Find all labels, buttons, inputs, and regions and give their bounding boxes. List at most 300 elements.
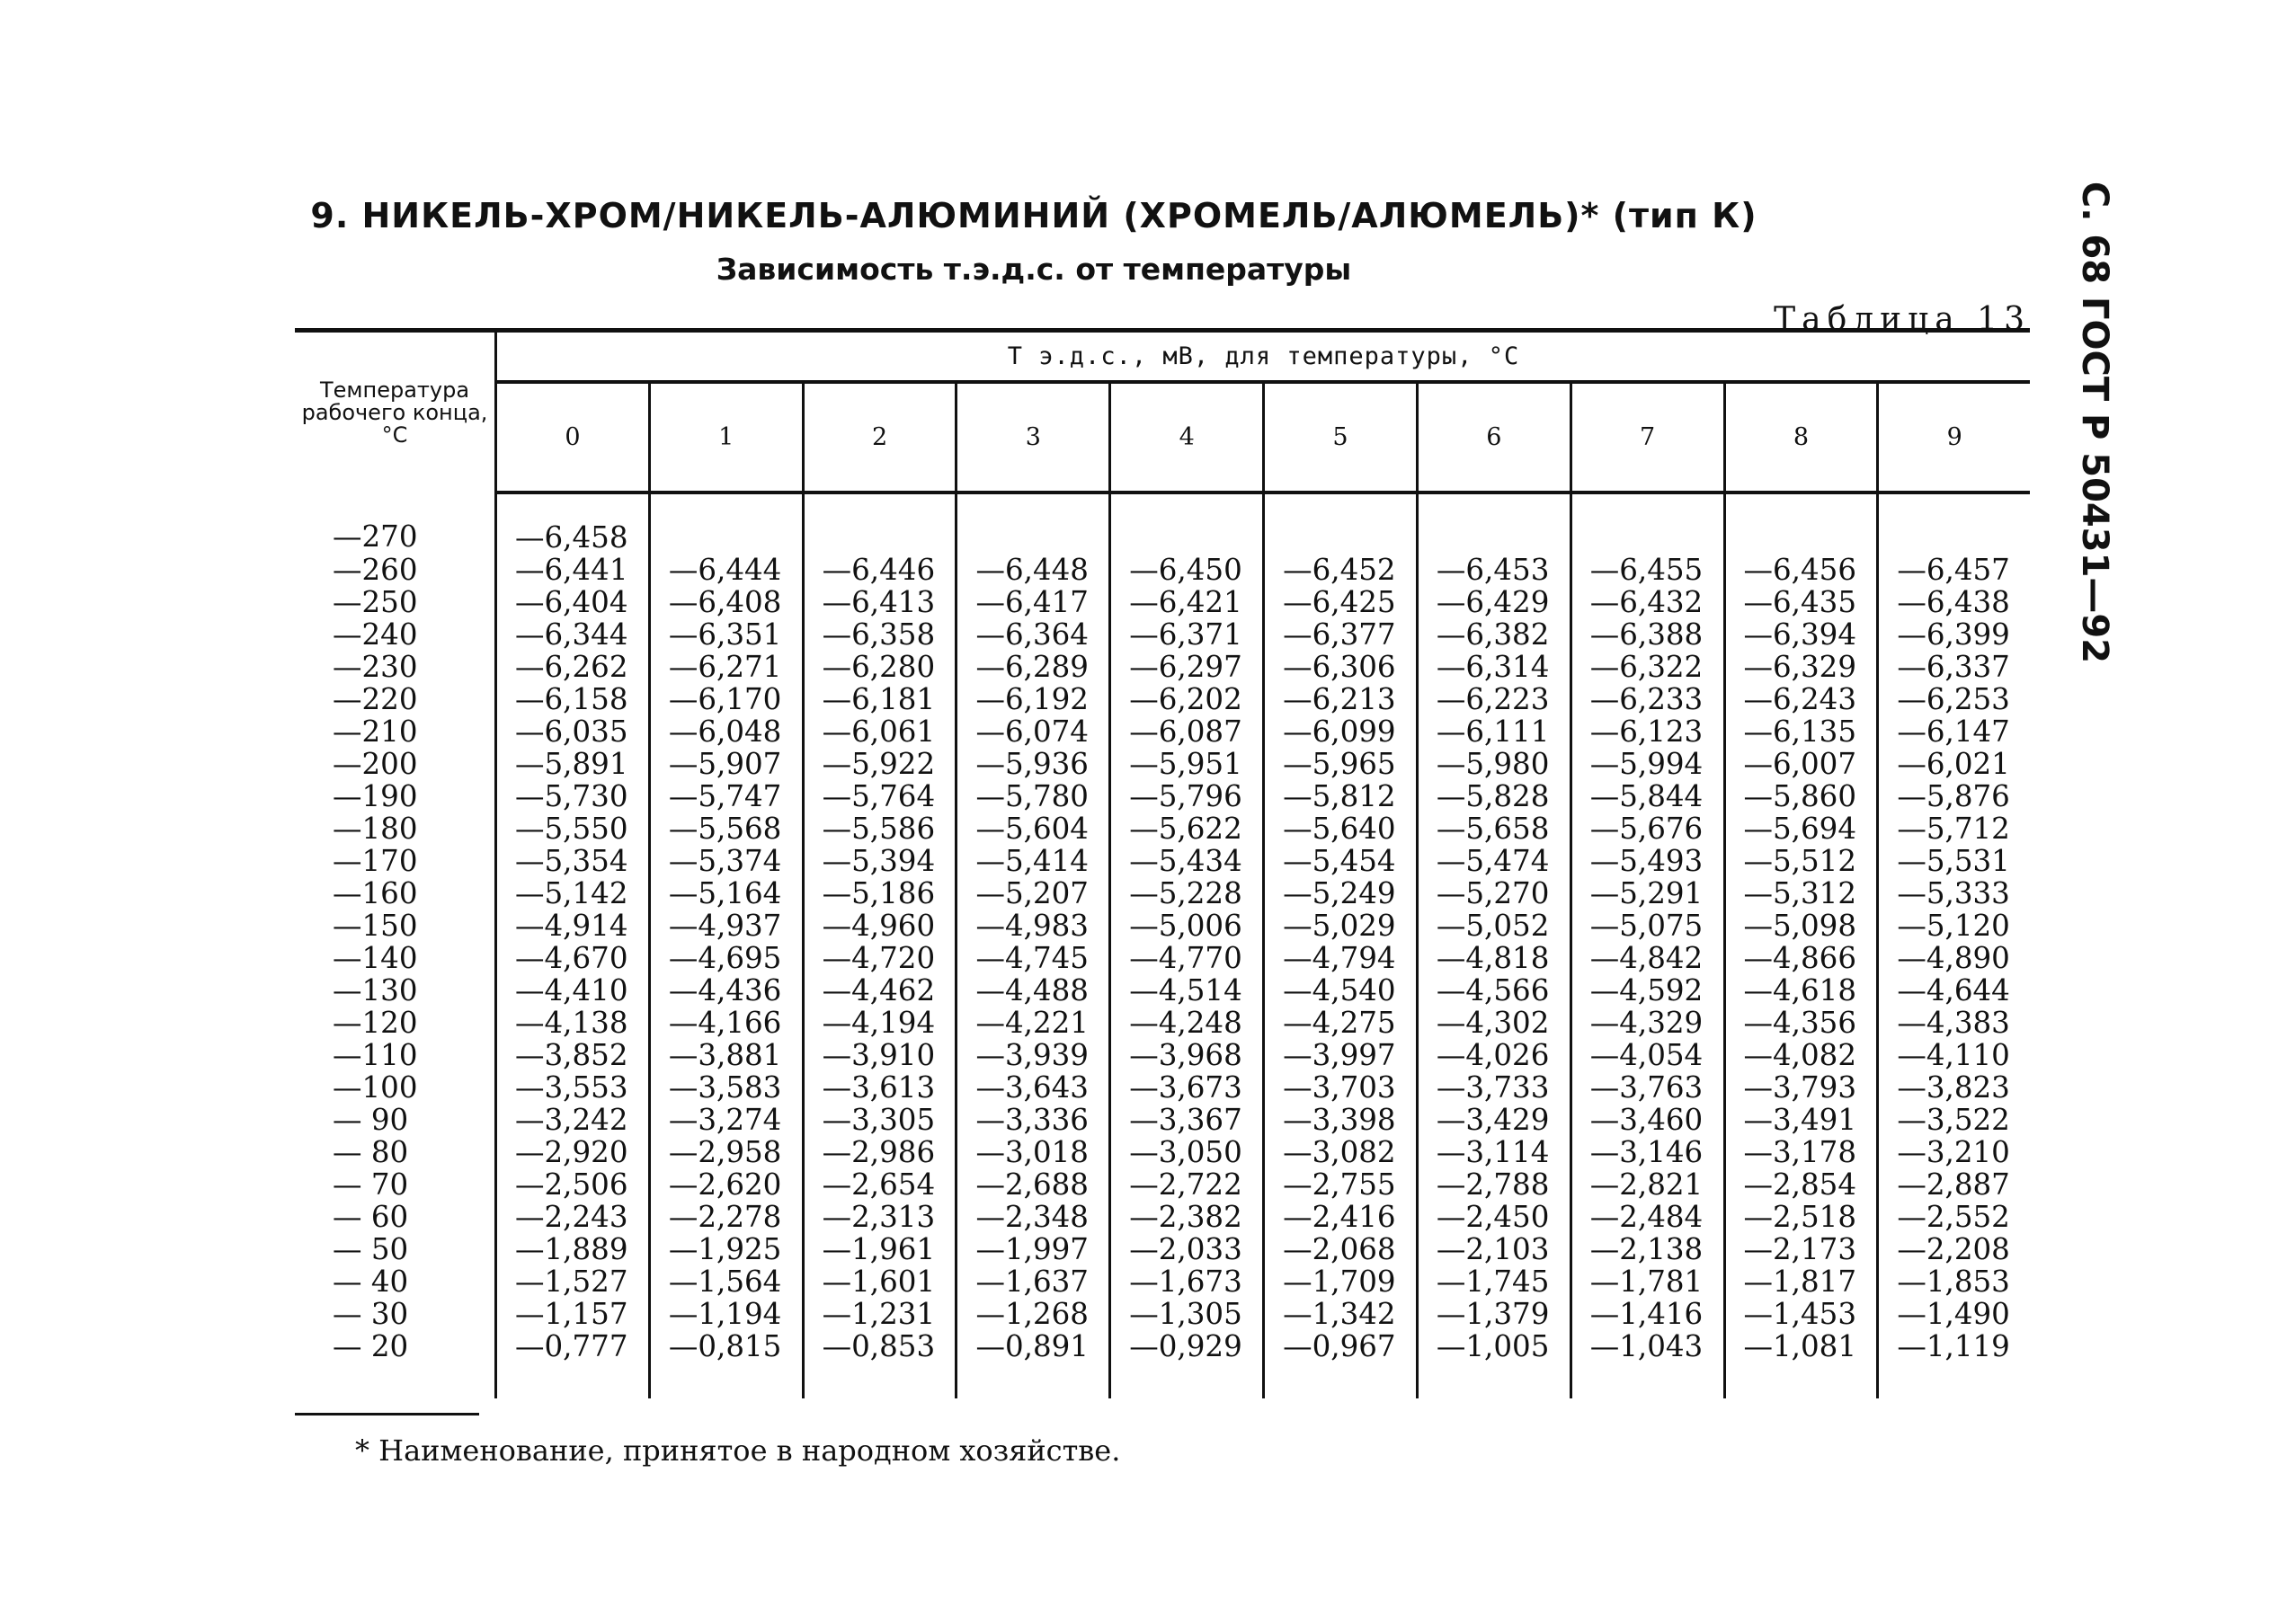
emf-value-cell: —6,429: [1417, 586, 1571, 618]
emf-value-cell: —3,491: [1724, 1104, 1878, 1136]
emf-value-cell: —4,745: [957, 942, 1110, 974]
table-row: [295, 1298, 2030, 1330]
emf-value-cell: —1,817: [1724, 1265, 1878, 1298]
temperature-cell: — 90: [295, 1104, 496, 1136]
emf-value-cell: —4,436: [649, 974, 803, 1007]
emf-value-cell: —2,986: [803, 1136, 957, 1168]
emf-value-cell: —4,983: [957, 910, 1110, 942]
emf-value-cell: —4,670: [515, 941, 628, 975]
emf-value-cell: —3,522: [1878, 1104, 2030, 1136]
emf-value-cell: —3,673: [1110, 1071, 1264, 1104]
emf-value-cell: —5,965: [1264, 748, 1418, 780]
emf-value-cell: —2,722: [1110, 1168, 1264, 1201]
temperature-cell: — 20: [295, 1330, 496, 1398]
emf-value-cell: [1417, 493, 1571, 554]
emf-value-cell: —6,061: [803, 715, 957, 748]
emf-value-cell: —5,568: [649, 812, 803, 845]
emf-value-cell: —4,248: [1110, 1007, 1264, 1039]
emf-value-cell: —3,910: [803, 1039, 957, 1071]
emf-value-cell: —6,314: [1417, 651, 1571, 683]
emf-value-cell: —5,764: [803, 780, 957, 812]
emf-value-cell: —5,860: [1724, 780, 1878, 812]
emf-value-cell: —3,305: [803, 1104, 957, 1136]
emf-value-cell: —3,018: [957, 1136, 1110, 1168]
emf-value-cell: —2,484: [1571, 1201, 1724, 1233]
emf-value-cell: —2,854: [1724, 1168, 1878, 1201]
emf-value-cell: —5,712: [1878, 812, 2030, 845]
table-row: [295, 651, 2030, 683]
emf-value-cell: —5,333: [1878, 877, 2030, 910]
emf-value-cell: —5,812: [1264, 780, 1418, 812]
emf-value-cell: —4,462: [803, 974, 957, 1007]
emf-value-cell: [1724, 493, 1878, 554]
table-row: [295, 618, 2030, 651]
emf-value-cell: —6,351: [649, 618, 803, 651]
table-row: [295, 1071, 2030, 1104]
emf-value-cell: [1264, 493, 1418, 554]
emf-value-cell: —4,842: [1571, 942, 1724, 974]
emf-value-cell: —6,087: [1110, 715, 1264, 748]
emf-value-cell: —2,033: [1110, 1233, 1264, 1265]
emf-value-cell: —2,518: [1724, 1201, 1878, 1233]
emf-value-cell: [1110, 493, 1264, 554]
table-row: [295, 554, 2030, 586]
table-row: [295, 1265, 2030, 1298]
emf-value-cell: —4,960: [803, 910, 957, 942]
emf-value-cell: [803, 493, 957, 554]
emf-value-cell: —5,730: [515, 779, 628, 813]
emf-value-cell: —1,745: [1417, 1265, 1571, 1298]
temperature-cell: —220: [295, 683, 496, 715]
table-row: [295, 1104, 2030, 1136]
temperature-cell: — 30: [295, 1298, 496, 1330]
emf-value-cell: —3,733: [1417, 1071, 1571, 1104]
emf-value-cell: —6,297: [1110, 651, 1264, 683]
emf-value-cell: —1,637: [957, 1265, 1110, 1298]
emf-value-cell: —1,673: [1110, 1265, 1264, 1298]
emf-value-cell: —6,455: [1571, 554, 1724, 586]
emf-value-cell: —2,313: [803, 1201, 957, 1233]
emf-value-cell: —6,170: [649, 683, 803, 715]
emf-value-cell: —5,876: [1878, 780, 2030, 812]
emf-value-cell: —3,613: [803, 1071, 957, 1104]
table-row: [295, 1233, 2030, 1265]
emf-value-cell: —6,147: [1878, 715, 2030, 748]
emf-value-cell: —6,202: [1110, 683, 1264, 715]
emf-value-cell: —3,146: [1571, 1136, 1724, 1168]
emf-value-cell: —5,270: [1417, 877, 1571, 910]
table-label: Таблица 13: [1774, 301, 2031, 338]
emf-value-cell: —6,450: [1110, 554, 1264, 586]
emf-value-cell: —3,210: [1878, 1136, 2030, 1168]
emf-value-cell: [1878, 493, 2030, 554]
emf-value-cell: —6,233: [1571, 683, 1724, 715]
emf-value-cell: —6,111: [1417, 715, 1571, 748]
emf-value-cell: —1,119: [1878, 1330, 2030, 1398]
page-subtitle: Зависимость т.э.д.с. от температуры: [716, 252, 1352, 287]
temperature-cell: —110: [295, 1039, 496, 1071]
temperature-cell: —240: [295, 618, 496, 651]
emf-value-cell: —2,958: [649, 1136, 803, 1168]
emf-value-cell: —2,208: [1878, 1233, 2030, 1265]
digit-header-4: 4: [1110, 382, 1264, 493]
emf-value-cell: —2,278: [649, 1201, 803, 1233]
digit-header-6: 6: [1417, 382, 1571, 493]
table-row: [295, 845, 2030, 877]
emf-value-cell: —3,881: [649, 1039, 803, 1071]
emf-value-cell: —3,242: [515, 1103, 628, 1137]
emf-value-cell: —1,925: [649, 1233, 803, 1265]
emf-value-cell: —5,142: [515, 876, 628, 910]
emf-value-cell: —4,110: [1878, 1039, 2030, 1071]
emf-value-cell: —6,404: [515, 585, 628, 619]
temperature-cell: — 60: [295, 1201, 496, 1233]
emf-value-cell: —3,178: [1724, 1136, 1878, 1168]
emf-value-cell: —4,695: [649, 942, 803, 974]
temperature-cell: —120: [295, 1007, 496, 1039]
emf-value-cell: —1,194: [649, 1298, 803, 1330]
emf-value-cell: —6,371: [1110, 618, 1264, 651]
emf-value-cell: —5,312: [1724, 877, 1878, 910]
table-row: [295, 1201, 2030, 1233]
table-row: [295, 812, 2030, 845]
emf-value-cell: —5,120: [1878, 910, 2030, 942]
emf-value-cell: —2,068: [1264, 1233, 1418, 1265]
emf-value-cell: —5,228: [1110, 877, 1264, 910]
emf-value-cell: —6,382: [1417, 618, 1571, 651]
emf-value-cell: —3,429: [1417, 1104, 1571, 1136]
thermocouple-emf-table: [295, 328, 2030, 1398]
emf-value-cell: —4,914: [515, 909, 628, 943]
digit-header-5: 5: [1264, 382, 1418, 493]
emf-value-cell: —4,618: [1724, 974, 1878, 1007]
table-body: [295, 493, 2030, 1398]
emf-value-cell: —2,173: [1724, 1233, 1878, 1265]
emf-value-cell: —4,383: [1878, 1007, 2030, 1039]
emf-value-cell: —1,709: [1264, 1265, 1418, 1298]
emf-value-cell: —2,920: [515, 1135, 628, 1169]
emf-value-cell: —4,937: [649, 910, 803, 942]
side-running-header: [2059, 181, 2131, 664]
temperature-cell: —140: [295, 942, 496, 974]
emf-value-cell: —3,852: [515, 1038, 628, 1072]
emf-value-cell: —6,448: [957, 554, 1110, 586]
emf-value-cell: —3,274: [649, 1104, 803, 1136]
emf-value-cell: —5,454: [1264, 845, 1418, 877]
emf-value-cell: —5,622: [1110, 812, 1264, 845]
emf-value-cell: —5,907: [649, 748, 803, 780]
temperature-cell: — 40: [295, 1265, 496, 1298]
table-row: [295, 715, 2030, 748]
emf-value-cell: —2,348: [957, 1201, 1110, 1233]
emf-value-cell: —5,075: [1571, 910, 1724, 942]
emf-value-cell: —5,994: [1571, 748, 1724, 780]
emf-value-cell: —3,997: [1264, 1039, 1418, 1071]
emf-value-cell: —6,021: [1878, 748, 2030, 780]
emf-value-cell: —6,453: [1417, 554, 1571, 586]
table-row: [295, 1039, 2030, 1071]
emf-value-cell: —5,980: [1417, 748, 1571, 780]
emf-value-cell: —4,166: [649, 1007, 803, 1039]
emf-value-cell: —4,566: [1417, 974, 1571, 1007]
emf-value-cell: —3,460: [1571, 1104, 1724, 1136]
emf-value-cell: —4,540: [1264, 974, 1418, 1007]
emf-value-cell: —1,527: [515, 1265, 628, 1299]
emf-value-cell: —2,450: [1417, 1201, 1571, 1233]
emf-value-cell: —6,306: [1264, 651, 1418, 683]
emf-value-cell: —5,474: [1417, 845, 1571, 877]
temperature-cell: —230: [295, 651, 496, 683]
emf-value-cell: —3,703: [1264, 1071, 1418, 1104]
emf-value-cell: —5,828: [1417, 780, 1571, 812]
emf-value-cell: —6,344: [515, 617, 628, 652]
emf-value-cell: —6,408: [649, 586, 803, 618]
table-row: [295, 1007, 2030, 1039]
emf-value-cell: —6,432: [1571, 586, 1724, 618]
emf-value-cell: —4,138: [515, 1006, 628, 1040]
emf-value-cell: —5,052: [1417, 910, 1571, 942]
emf-value-cell: —4,592: [1571, 974, 1724, 1007]
digit-header-2: 2: [803, 382, 957, 493]
emf-value-cell: —1,490: [1878, 1298, 2030, 1330]
emf-value-cell: —1,043: [1571, 1330, 1724, 1398]
temperature-cell: — 70: [295, 1168, 496, 1201]
temperature-cell: — 50: [295, 1233, 496, 1265]
emf-value-cell: —1,453: [1724, 1298, 1878, 1330]
emf-value-cell: —2,243: [515, 1200, 628, 1234]
table-row: [295, 974, 2030, 1007]
emf-value-cell: —6,158: [515, 682, 628, 716]
emf-value-cell: —5,186: [803, 877, 957, 910]
temperature-cell: —130: [295, 974, 496, 1007]
emf-value-cell: —1,889: [515, 1232, 628, 1266]
emf-value-cell: —6,035: [515, 714, 628, 749]
emf-value-cell: —1,005: [1417, 1330, 1571, 1398]
temperature-column-header: Температура рабочего конца, °С: [295, 331, 496, 493]
emf-value-cell: —6,458: [515, 520, 628, 555]
emf-value-cell: —3,583: [649, 1071, 803, 1104]
emf-value-cell: —1,853: [1878, 1265, 2030, 1298]
emf-value-cell: —6,181: [803, 683, 957, 715]
emf-value-cell: —3,763: [1571, 1071, 1724, 1104]
emf-value-cell: —5,694: [1724, 812, 1878, 845]
emf-value-cell: —2,103: [1417, 1233, 1571, 1265]
emf-value-cell: —6,377: [1264, 618, 1418, 651]
emf-value-cell: —6,364: [957, 618, 1110, 651]
table-row: [295, 683, 2030, 715]
emf-value-cell: —1,601: [803, 1265, 957, 1298]
emf-value-cell: —5,164: [649, 877, 803, 910]
temperature-cell: —100: [295, 1071, 496, 1104]
emf-value-cell: —6,271: [649, 651, 803, 683]
emf-value-cell: —5,891: [515, 747, 628, 781]
emf-value-cell: —6,074: [957, 715, 1110, 748]
digit-header-8: 8: [1724, 382, 1878, 493]
temperature-cell: —180: [295, 812, 496, 845]
digit-header-1: 1: [649, 382, 803, 493]
emf-value-cell: —6,048: [649, 715, 803, 748]
emf-value-cell: —3,553: [515, 1070, 628, 1105]
table-row: [295, 910, 2030, 942]
emf-value-cell: —6,253: [1878, 683, 2030, 715]
temperature-cell: —200: [295, 748, 496, 780]
emf-value-cell: —1,305: [1110, 1298, 1264, 1330]
emf-value-cell: —5,374: [649, 845, 803, 877]
table-digit-header-row: [295, 382, 2030, 493]
emf-value-cell: —5,434: [1110, 845, 1264, 877]
emf-value-cell: —5,676: [1571, 812, 1724, 845]
emf-value-cell: —6,438: [1878, 586, 2030, 618]
emf-value-cell: —1,342: [1264, 1298, 1418, 1330]
footnote-divider: [295, 1413, 479, 1415]
emf-value-cell: —6,337: [1878, 651, 2030, 683]
emf-value-cell: —5,658: [1417, 812, 1571, 845]
emf-value-cell: [649, 493, 803, 554]
temperature-cell: —170: [295, 845, 496, 877]
emf-value-cell: —6,456: [1724, 554, 1878, 586]
table-row: [295, 748, 2030, 780]
emf-value-cell: —6,289: [957, 651, 1110, 683]
emf-value-cell: —4,794: [1264, 942, 1418, 974]
emf-value-cell: —4,194: [803, 1007, 957, 1039]
emf-value-cell: —1,379: [1417, 1298, 1571, 1330]
emf-value-cell: —6,099: [1264, 715, 1418, 748]
emf-value-cell: —4,026: [1417, 1039, 1571, 1071]
emf-value-cell: —4,221: [957, 1007, 1110, 1039]
emf-value-cell: —6,457: [1878, 554, 2030, 586]
emf-value-cell: —1,081: [1724, 1330, 1878, 1398]
temperature-cell: —190: [295, 780, 496, 812]
emf-value-cell: —5,006: [1110, 910, 1264, 942]
side-running-header-text: С. 68 ГОСТ Р 50431—92: [2074, 181, 2115, 664]
emf-value-cell: —5,640: [1264, 812, 1418, 845]
emf-value-cell: —2,887: [1878, 1168, 2030, 1201]
emf-value-cell: —3,643: [957, 1071, 1110, 1104]
emf-value-cell: —1,997: [957, 1233, 1110, 1265]
emf-value-cell: —3,398: [1264, 1104, 1418, 1136]
emf-value-cell: —0,815: [649, 1330, 803, 1398]
emf-value-cell: —5,922: [803, 748, 957, 780]
emf-value-cell: —6,441: [515, 553, 628, 587]
emf-value-cell: —6,192: [957, 683, 1110, 715]
emf-value-cell: —6,007: [1724, 748, 1878, 780]
emf-value-cell: —6,213: [1264, 683, 1418, 715]
temperature-cell: —250: [295, 586, 496, 618]
digit-header-7: 7: [1571, 382, 1724, 493]
emf-value-cell: —4,866: [1724, 942, 1878, 974]
footnote: * Наименование, принятое в народном хозяйстве.: [355, 1433, 1121, 1468]
emf-value-cell: —2,506: [515, 1167, 628, 1202]
emf-value-cell: —1,416: [1571, 1298, 1724, 1330]
temperature-cell: —260: [295, 554, 496, 586]
emf-value-cell: —1,231: [803, 1298, 957, 1330]
emf-value-cell: —5,394: [803, 845, 957, 877]
emf-value-cell: —3,114: [1417, 1136, 1571, 1168]
emf-value-cell: —6,421: [1110, 586, 1264, 618]
digit-header-3: 3: [957, 382, 1110, 493]
emf-value-cell: —6,399: [1878, 618, 2030, 651]
emf-value-cell: —6,394: [1724, 618, 1878, 651]
temperature-cell: —270: [295, 493, 496, 554]
emf-value-cell: —5,936: [957, 748, 1110, 780]
emf-value-cell: —5,207: [957, 877, 1110, 910]
emf-value-cell: —4,356: [1724, 1007, 1878, 1039]
emf-value-cell: —6,243: [1724, 683, 1878, 715]
emf-value-cell: —4,275: [1264, 1007, 1418, 1039]
emf-value-cell: —4,890: [1878, 942, 2030, 974]
emf-value-cell: —3,082: [1264, 1136, 1418, 1168]
emf-value-cell: —3,336: [957, 1104, 1110, 1136]
emf-value-cell: —2,821: [1571, 1168, 1724, 1201]
emf-value-cell: —3,823: [1878, 1071, 2030, 1104]
emf-value-cell: [957, 493, 1110, 554]
temperature-cell: —150: [295, 910, 496, 942]
emf-value-cell: —1,564: [649, 1265, 803, 1298]
emf-value-cell: —5,951: [1110, 748, 1264, 780]
emf-value-cell: —4,082: [1724, 1039, 1878, 1071]
emf-value-cell: —0,929: [1110, 1330, 1264, 1398]
digit-header-0: 0: [496, 382, 650, 493]
emf-value-cell: —6,280: [803, 651, 957, 683]
emf-value-cell: —4,329: [1571, 1007, 1724, 1039]
emf-value-cell: —4,488: [957, 974, 1110, 1007]
emf-value-cell: —5,291: [1571, 877, 1724, 910]
emf-value-cell: —4,770: [1110, 942, 1264, 974]
emf-value-cell: —4,720: [803, 942, 957, 974]
emf-value-cell: —4,644: [1878, 974, 2030, 1007]
emf-value-cell: —4,410: [515, 973, 628, 1007]
emf-value-cell: —0,853: [803, 1330, 957, 1398]
temperature-cell: —160: [295, 877, 496, 910]
emf-value-cell: —3,793: [1724, 1071, 1878, 1104]
emf-value-cell: —6,322: [1571, 651, 1724, 683]
emf-value-cell: —5,098: [1724, 910, 1878, 942]
emf-value-cell: —2,138: [1571, 1233, 1724, 1265]
emf-value-cell: —6,417: [957, 586, 1110, 618]
emf-value-cell: —5,249: [1264, 877, 1418, 910]
emf-value-cell: —4,054: [1571, 1039, 1724, 1071]
emf-value-cell: —6,329: [1724, 651, 1878, 683]
emf-value-cell: —6,446: [803, 554, 957, 586]
emf-value-cell: —5,844: [1571, 780, 1724, 812]
emf-value-cell: —5,780: [957, 780, 1110, 812]
emf-value-cell: —1,781: [1571, 1265, 1724, 1298]
emf-value-cell: —1,268: [957, 1298, 1110, 1330]
emf-value-cell: —5,354: [515, 844, 628, 878]
emf-value-cell: —2,654: [803, 1168, 957, 1201]
temperature-cell: — 80: [295, 1136, 496, 1168]
emf-value-cell: —1,961: [803, 1233, 957, 1265]
emf-value-cell: —5,029: [1264, 910, 1418, 942]
emf-value-cell: —6,135: [1724, 715, 1878, 748]
emf-value-cell: —5,512: [1724, 845, 1878, 877]
emf-value-cell: —2,788: [1417, 1168, 1571, 1201]
emf-value-cell: —6,123: [1571, 715, 1724, 748]
emf-value-cell: —6,425: [1264, 586, 1418, 618]
emf-value-cell: —2,620: [649, 1168, 803, 1201]
digit-header-9: 9: [1878, 382, 2030, 493]
table-row: [295, 942, 2030, 974]
temperature-cell: —210: [295, 715, 496, 748]
table-row: [295, 586, 2030, 618]
emf-value-cell: —2,382: [1110, 1201, 1264, 1233]
emf-value-cell: —3,939: [957, 1039, 1110, 1071]
table-row: [295, 1168, 2030, 1201]
emf-value-cell: —0,891: [957, 1330, 1110, 1398]
emf-value-cell: —5,550: [515, 812, 628, 846]
emf-value-cell: —5,493: [1571, 845, 1724, 877]
emf-value-cell: —4,302: [1417, 1007, 1571, 1039]
